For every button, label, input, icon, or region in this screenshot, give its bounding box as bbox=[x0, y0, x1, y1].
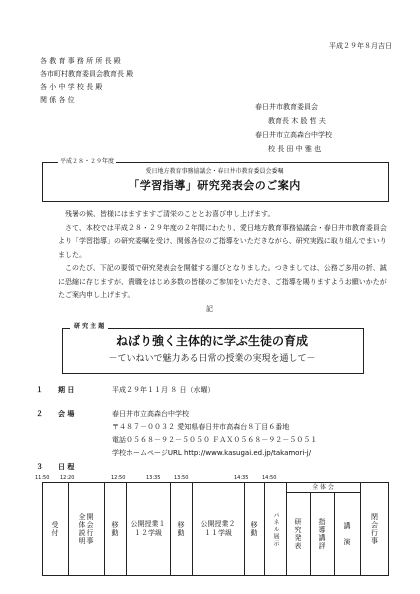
schedule-time: 14:35 bbox=[234, 475, 249, 481]
notice-year-label: 平成２８・２９年度 bbox=[60, 158, 115, 165]
schedule-time: 14:50 bbox=[262, 475, 277, 481]
document-date: 平成２９年８月吉日 bbox=[329, 42, 392, 50]
section-number: １ bbox=[36, 386, 43, 394]
schedule-cell-panel: パネル展示 bbox=[272, 511, 279, 547]
recipient-line: 関 係 各 位 bbox=[40, 96, 75, 104]
zentaikai-header: 全 体 会 bbox=[312, 484, 334, 491]
recipient-line: 各市町村教育委員会教育長 殿 bbox=[40, 70, 134, 78]
section-line: 電話０５６８－９２－５０５０ ＦＡＸ０５６８－９２－５０５１ bbox=[112, 436, 318, 444]
schedule-cell-opening: 開会行事 全体説明 bbox=[78, 513, 94, 545]
ki-label: 記 bbox=[206, 305, 213, 313]
section-line: 春日井市立高森台中学校 bbox=[112, 410, 189, 418]
schedule-time: 13:50 bbox=[174, 475, 189, 481]
schedule-cell-review: 指導講評 bbox=[318, 518, 326, 550]
sender-line: 春日井市教育委員会 bbox=[255, 103, 318, 111]
schedule-cell-lecture: 講 演 bbox=[343, 522, 351, 546]
theme-sub: －ていねいで魅力ある日常の授業の実現を通して－ bbox=[108, 354, 316, 364]
theme-label: 研 究 主 題 bbox=[70, 323, 108, 331]
section-number: ２ bbox=[36, 410, 43, 418]
schedule-cell-lesson-2: 公開授業２ １１学級 bbox=[200, 520, 236, 537]
schedule-cell-move: 移動 bbox=[111, 521, 119, 537]
sender-line: 春日井市立高森台中学校 bbox=[255, 131, 332, 139]
schedule-cell-move: 移動 bbox=[177, 521, 185, 537]
section-line: 〒４８７－００３２ 愛知県春日井市高森台８丁目６番地 bbox=[112, 423, 290, 431]
section-line: 学校ホームページURL http://www.kasugai.ed.jp/takamori-j/ bbox=[112, 449, 312, 457]
sender-line: 校 長 田 中 雅 也 bbox=[268, 145, 322, 153]
schedule-cell-research: 研究発表 bbox=[294, 518, 302, 550]
sender-line: 教育長 木 股 哲 夫 bbox=[268, 117, 326, 125]
schedule-cell-closing: 閉会行事 bbox=[370, 513, 379, 545]
schedule-cell-lesson-1: 公開授業１ １２学級 bbox=[130, 520, 166, 537]
section-number: ３ bbox=[36, 463, 43, 471]
recipient-line: 各 小 中 学 校 長 殿 bbox=[40, 83, 103, 91]
schedule-cell-reception: 受付 bbox=[51, 521, 59, 537]
notice-organizers: 愛日地方教育事務協議会・春日井市教育委員会委嘱 bbox=[145, 168, 284, 175]
schedule-time: 13:35 bbox=[146, 475, 161, 481]
theme-main: ねばり強く主体的に学ぶ生徒の育成 bbox=[115, 334, 308, 348]
section-label: 日 程 bbox=[58, 463, 75, 471]
body-paragraph: このたび、下記の要領で研究発表会を開催する運びとなりました。つきましては、公務ご多用の折、誠に恐縮に存じますが、貴職をはじめ多数の皆様のご参加をいただき、ご指導を賜りますようお願いかたがたご案内申し上げます。 bbox=[58, 264, 387, 299]
schedule-time: 12:20 bbox=[60, 475, 75, 481]
section-label: 会 場 bbox=[58, 410, 75, 418]
section-label: 期 日 bbox=[58, 386, 75, 394]
schedule-cell-move: 移動 bbox=[250, 521, 258, 537]
body-paragraph: さて、本校では平成２８・２９年度の２年間にわたり、愛日地方教育事務協議会・春日井市教育委員会より「学習指導」の研究委嘱を受け、関係各位のご指導をいただきながら、研究実践に取り組んでまいりました。 bbox=[58, 223, 387, 259]
body-paragraph: 残暑の候、皆様にはますますご清栄のこととお喜び申し上げます。 bbox=[65, 210, 275, 218]
schedule-time: 12:50 bbox=[111, 475, 126, 481]
recipient-line: 各 教 育 事 務 所 所 長 殿 bbox=[40, 57, 121, 65]
body-text bbox=[58, 208, 388, 303]
notice-title: 「学習指導」研究発表会のご案内 bbox=[128, 179, 301, 192]
schedule-time: 11:50 bbox=[35, 475, 50, 481]
section-line: 平成２９年１１月 ８ 日（水曜） bbox=[112, 386, 215, 394]
